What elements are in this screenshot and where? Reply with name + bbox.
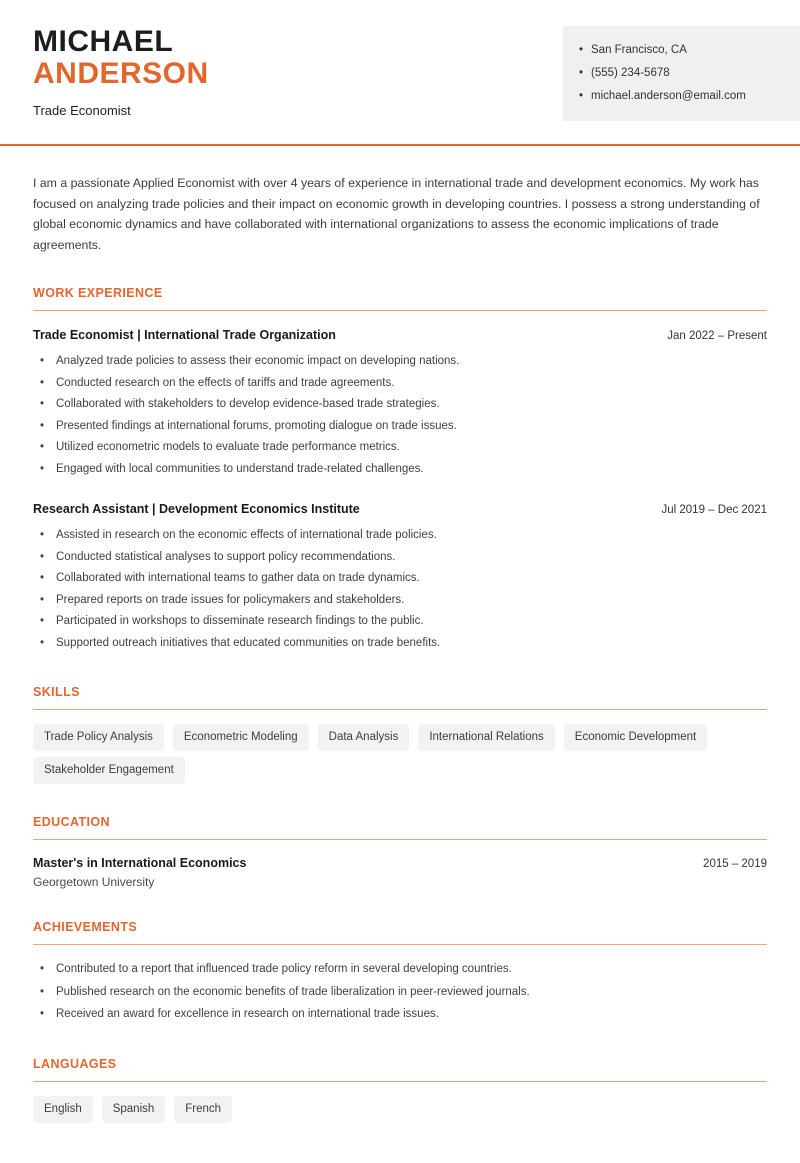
job-dates: Jul 2019 – Dec 2021 [661,504,767,516]
language-tag: Spanish [102,1096,166,1123]
last-name: ANDERSON [33,57,209,90]
achievement-bullet: • Contributed to a report that influenced trade policy reform in several developing countries. [33,958,767,981]
section-work-experience [33,286,767,654]
job-title: Trade Economist [33,103,131,118]
section-skills [33,685,767,784]
contact-item: • (555) 234-5678 [579,62,782,85]
job-bullet: • Analyzed trade policies to assess their economic impact on developing nations. [33,351,767,373]
skill-tag: Trade Policy Analysis [33,724,164,751]
job-bullet: • Collaborated with stakeholders to develop evidence-based trade strategies. [33,394,767,416]
job-bullet: • Participated in workshops to disseminate research findings to the public. [33,611,767,633]
skill-tag: Econometric Modeling [173,724,309,751]
contact-card [563,26,800,121]
section-achievements [33,920,767,1026]
first-name: MICHAEL [33,25,174,58]
achievement-bullet-list [33,958,767,1026]
section-rule [33,839,767,840]
header-divider [0,144,800,146]
job-bullet: • Utilized econometric models to evaluate trade performance metrics. [33,437,767,459]
education-heading: EDUCATION [33,815,110,829]
language-tag-list [33,1096,767,1123]
job-bullet: • Assisted in research on the economic effects of international trade policies. [33,525,767,547]
section-rule [33,310,767,311]
job-header [33,502,767,516]
job-bullet-list [33,351,767,480]
languages-heading: LANGUAGES [33,1056,117,1071]
section-rule [33,944,767,945]
language-tag: French [174,1096,232,1123]
job-entry [33,502,767,654]
job-bullet: • Conducted statistical analyses to support policy recommendations. [33,547,767,569]
achievement-bullet: • Received an award for excellence in research on international trade issues. [33,1003,767,1026]
summary-paragraph: I am a passionate Applied Economist with over 4 years of experience in international trade and development economics. My work has focused on analyzing trade policies and their impact on economic growth in developing countries. I possess a strong understanding of global economic dynamics and have collaborated with international organizations to assess the economic implications of trade agreements. [33,176,760,252]
education-dates: 2015 – 2019 [703,858,767,870]
section-languages [33,1057,767,1123]
job-entry [33,328,767,480]
job-bullet: • Prepared reports on trade issues for policymakers and stakeholders. [33,590,767,612]
job-header [33,328,767,342]
job-bullet: • Collaborated with international teams to gather data on trade dynamics. [33,568,767,590]
job-position-title: Research Assistant | Development Economics Institute [33,502,360,516]
work-experience-heading: WORK EXPERIENCE [33,286,163,300]
header [0,0,800,121]
job-position-title: Trade Economist | International Trade Organization [33,328,336,342]
school-name: Georgetown University [33,875,155,889]
language-tag: English [33,1096,93,1123]
education-entry [33,856,767,889]
resume-body [0,173,800,1163]
job-dates: Jan 2022 – Present [667,330,767,342]
section-rule [33,709,767,710]
contact-item: • michael.anderson@email.com [579,85,782,108]
job-bullet: • Conducted research on the effects of tariffs and trade agreements. [33,373,767,395]
job-bullet: • Engaged with local communities to understand trade-related challenges. [33,459,767,481]
skill-tag: International Relations [418,724,554,751]
achievements-heading: ACHIEVEMENTS [33,920,138,934]
skill-tag: Stakeholder Engagement [33,757,185,784]
section-education [33,815,767,889]
achievement-bullet: • Published research on the economic benefits of trade liberalization in peer-reviewed journals. [33,981,767,1004]
skill-tag-list [33,724,767,784]
contact-item: • San Francisco, CA [579,39,782,62]
job-bullet-list [33,525,767,654]
skills-heading: SKILLS [33,685,80,699]
job-bullet: • Supported outreach initiatives that educated communities on trade benefits. [33,633,767,655]
skill-tag: Economic Development [564,724,707,751]
person-name [33,26,209,90]
skill-tag: Data Analysis [318,724,410,751]
section-rule [33,1081,767,1082]
identity-block [33,26,209,118]
education-header [33,856,767,870]
degree-title: Master's in International Economics [33,856,247,870]
job-bullet: • Presented findings at international forums, promoting dialogue on trade issues. [33,416,767,438]
